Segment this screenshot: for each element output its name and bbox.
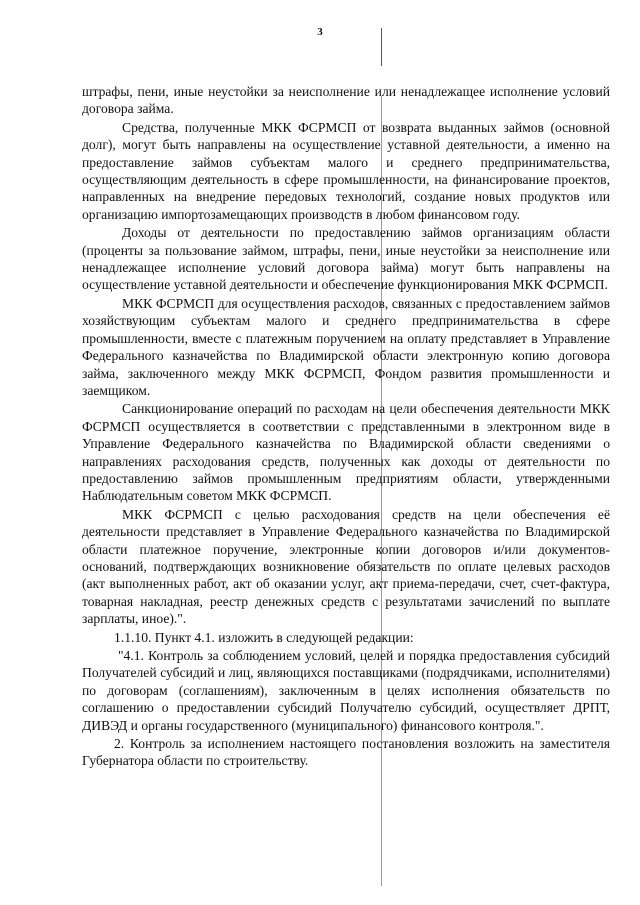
paragraph-loan-repayment: Средства, полученные МКК ФСРМСП от возврата выданных займов (основной долг), могут быть направлены на осуществление уставной деятельности, а именно на предоставление займов субъектам малого и среднего предпринимательства, осуществляющим деятельность в сфере промышленности, на финансирование проектов, направленных на внедрение передовых технологий, создание новых продуктов или организацию импортозамещающих производств в любом финансовом году. [82, 119, 610, 222]
paragraph-item-2: 2. Контроль за исполнением настоящего постановления возложить на заместителя Губернатора области по строительству. [82, 736, 610, 769]
paragraph-expenses: МКК ФСРМСП для осуществления расходов, связанных с предоставлением займов хозяйствующим субъектам малого и среднего предпринимательства в сфере промышленности, вместе с платежным поручением на оплату представляет в Управление Федерального казначейства по Владимирской области электронную копию договора займа, заключенного между МКК ФСРМСП, Фондом развития промышленности и заемщиком. [82, 295, 610, 398]
document-body [82, 83, 610, 770]
paragraph-authorization: Санкционирование операций по расходам на цели обеспечения деятельности МКК ФСРМСП осуществляется в соответствии с представленными в электронном виде в Управление Федерального казначейства по Владимирской области сведениями о направлениях расходования средств, полученных как доходы от деятельности по предоставлению займов промышленным предприятиям области, утвержденными Наблюдательным советом МКК ФСРМСП. [82, 401, 610, 504]
paragraph-quote-4-1: "4.1. Контроль за соблюдением условий, целей и порядка предоставления субсидий Получателей субсидий и лиц, являющихся поставщиками (подрядчиками, исполнителями) по договорам (соглашениям), заключенным в целях исполнения обязательств по соглашению о предоставлении субсидий Получателю субсидий, осуществляет ДРПТ, ДИВЭД и органы государственного (муниципального) финансового контроля.". [82, 648, 610, 733]
page-number: 3 [317, 26, 323, 38]
paragraph-continuation: штрафы, пени, иные неустойки за неисполнение или ненадлежащее исполнение условий договора займа. [82, 84, 610, 117]
scan-artifact-line-top [381, 28, 382, 66]
paragraph-income: Доходы от деятельности по предоставлению займов организациям области (проценты за пользование займом, штрафы, пени, иные неустойки за неисполнение или ненадлежащее исполнение условий договора займа) могут быть направлены на осуществление уставной деятельности и обеспечение функционирования МКК ФСРМСП. [82, 225, 610, 293]
paragraph-payment-order: МКК ФСРМСП с целью расходования средств на цели обеспечения её деятельности представляет в Управление Федерального казначейства по Владимирской области платежное поручение, электронные копии договоров и/или документов-оснований, подтверждающих возникновение обязательств по оплате целевых расходов (акт выполненных работ, акт об оказании услуг, акт приема-передачи, счет, счет-фактура, товарная накладная, реестр денежных средств с результатами зачислений по выплате зарплаты, иное).". [82, 506, 610, 627]
paragraph-item-1-1-10: 1.1.10. Пункт 4.1. изложить в следующей редакции: [114, 629, 414, 645]
